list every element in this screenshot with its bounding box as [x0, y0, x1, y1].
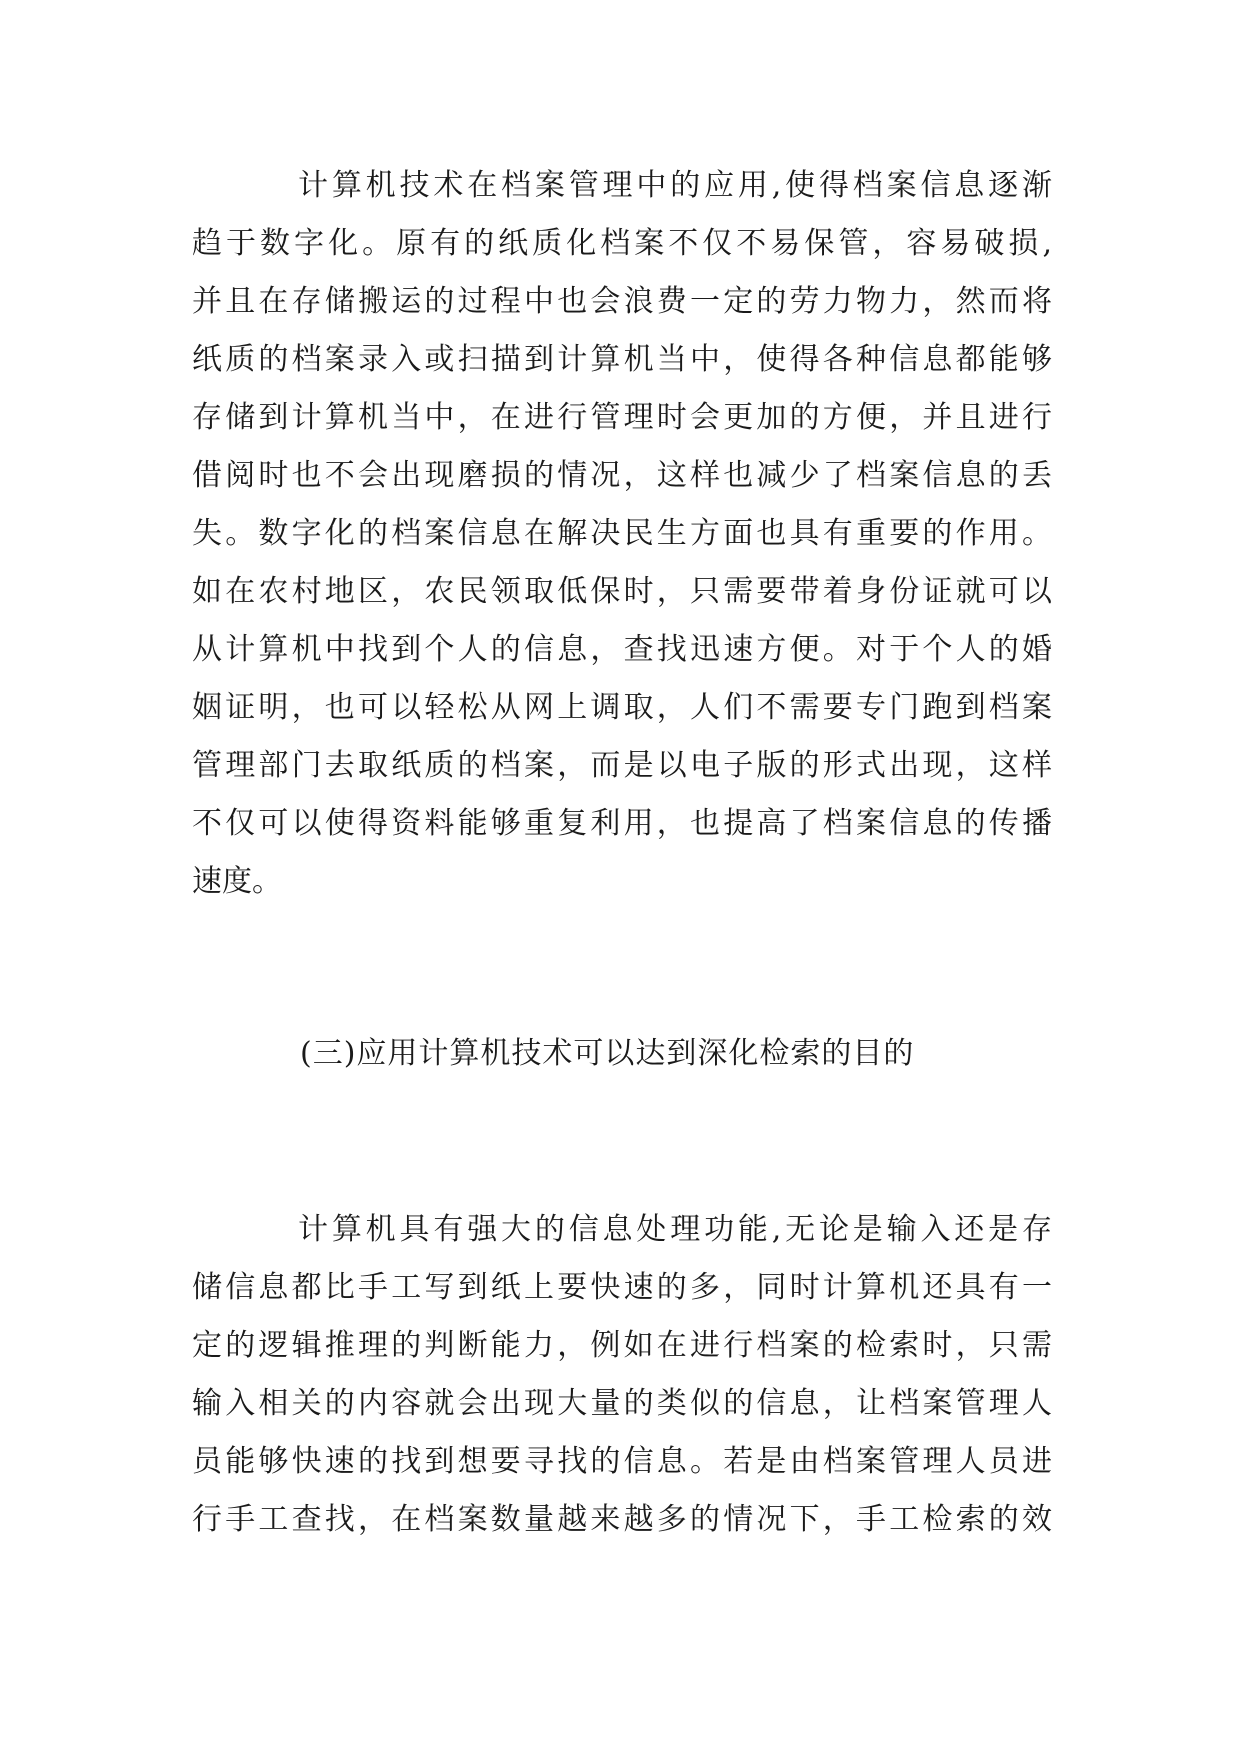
section-heading: (三)应用计算机技术可以达到深化检索的目的 — [300, 1036, 915, 1071]
paragraph-line: 借阅时也不会出现磨损的情况，这样也减少了档案信息的丢 — [192, 458, 1052, 493]
paragraph-line: 纸质的档案录入或扫描到计算机当中，使得各种信息都能够 — [192, 342, 1052, 377]
paragraph-line: 员能够快速的找到想要寻找的信息。若是由档案管理人员进 — [192, 1444, 1052, 1479]
paragraph-line: 如在农村地区，农民领取低保时，只需要带着身份证就可以 — [192, 574, 1052, 609]
paragraph-line: 从计算机中找到个人的信息，查找迅速方便。对于个人的婚 — [192, 632, 1052, 667]
paragraph-line: 储信息都比手工写到纸上要快速的多，同时计算机还具有一 — [192, 1270, 1052, 1305]
paragraph-line: 速度。 — [192, 864, 282, 899]
paragraph-line: 趋于数字化。原有的纸质化档案不仅不易保管，容易破损, — [192, 226, 1052, 261]
paragraph-line: 姻证明，也可以轻松从网上调取，人们不需要专门跑到档案 — [192, 690, 1052, 725]
paragraph-line: 存储到计算机当中，在进行管理时会更加的方便，并且进行 — [192, 400, 1052, 435]
paragraph-line: 输入相关的内容就会出现大量的类似的信息，让档案管理人 — [192, 1386, 1052, 1421]
paragraph-line: 计算机具有强大的信息处理功能,无论是输入还是存 — [298, 1212, 1052, 1247]
paragraph-line: 定的逻辑推理的判断能力，例如在进行档案的检索时，只需 — [192, 1328, 1052, 1363]
paragraph-line: 管理部门去取纸质的档案，而是以电子版的形式出现，这样 — [192, 748, 1052, 783]
paragraph-line: 失。数字化的档案信息在解决民生方面也具有重要的作用。 — [192, 516, 1052, 551]
paragraph-line: 行手工查找，在档案数量越来越多的情况下，手工检索的效 — [192, 1502, 1052, 1537]
paragraph-line: 并且在存储搬运的过程中也会浪费一定的劳力物力，然而将 — [192, 284, 1052, 319]
paragraph-line: 不仅可以使得资料能够重复利用，也提高了档案信息的传播 — [192, 806, 1052, 841]
paragraph-line: 计算机技术在档案管理中的应用,使得档案信息逐渐 — [298, 168, 1052, 203]
